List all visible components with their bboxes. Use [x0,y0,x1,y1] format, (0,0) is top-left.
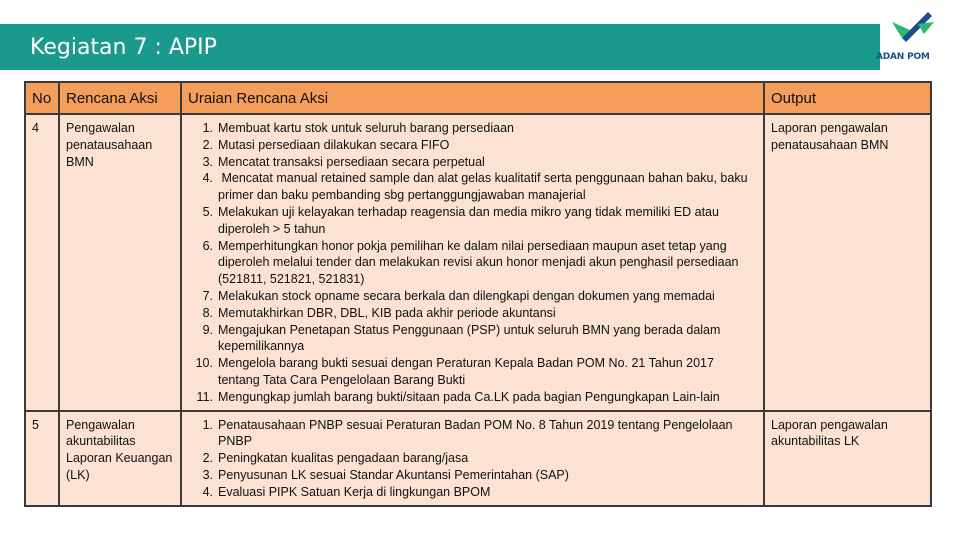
list-item [188,137,757,154]
list-item [188,120,757,137]
bpom-logo [876,8,960,64]
list-item-number: 8. [202,305,213,320]
list-item-text: Penyusunan LK sesuai Standar Akuntansi Pemerintahan (SAP) [218,467,569,482]
list-item-number: 1. [202,417,213,432]
list-item-number: 4. [202,484,213,499]
list-item-number: 1. [202,121,213,135]
list-item-number: 6. [202,238,213,253]
list-item-number: 11. [196,389,213,404]
list-item [188,355,757,389]
list-item [188,204,757,238]
page-title: Kegiatan 7 : APIP [30,34,217,60]
list-item-number: 3. [202,154,213,169]
list-item-text: Melakukan stock opname secara berkala dan dilengkapi dengan dokumen yang memadai [218,288,715,303]
header-uraian-rencana-aksi: Uraian Rencana Aksi [181,82,764,114]
list-item [188,154,757,171]
list-item [188,389,757,406]
list-item-number: 2. [202,137,213,152]
list-item [188,322,757,356]
list-item-number: 4. [202,171,213,186]
list-item [188,305,757,322]
row-rencana-aksi: Pengawalan akuntabilitas Laporan Keuangan (LK) [59,411,181,506]
list-item-text: Memutakhirkan DBR, DBL, KIB pada akhir periode akuntansi [218,305,556,320]
list-item [188,484,757,501]
list-item-text: Mencatat manual retained sample dan alat gelas kualitatif serta penggunaan bahan baku, baku primer dan baku pembanding sbg pertanggungjawaban manajerial [218,171,752,203]
list-item-text: Mencatat transaksi persediaan secara perpetual [218,154,485,169]
list-item-number: 9. [202,322,213,337]
table-row [25,411,931,506]
row-output: Laporan pengawalan akuntabilitas LK [764,411,931,506]
list-item-text: Mengungkap jumlah barang bukti/sitaan pada Ca.LK pada bagian Pengungkapan Lain-lain [218,389,720,404]
list-item-number: 5. [202,204,213,219]
list-item-number: 7. [202,288,213,303]
list-item-text: Mengajukan Penetapan Status Penggunaan (PSP) untuk seluruh BMN yang berada dalam kepemilikannya [218,322,724,354]
row-no: 4 [25,114,59,411]
list-item-text: Peningkatan kualitas pengadaan barang/jasa [218,451,469,466]
row-output: Laporan pengawalan penatausahaan BMN [764,114,931,411]
list-item-text: Penatausahaan PNBP sesuai Peraturan Badan POM No. 8 Tahun 2019 tentang Pengelolaan PNBP [218,417,736,449]
header-rencana-aksi: Rencana Aksi [59,82,181,114]
header-output: Output [764,82,931,114]
list-item-text: Melakukan uji kelayakan terhadap reagensia dan media mikro yang tidak memiliki ED atau diperoleh > 5 tahun [218,204,723,236]
list-item [188,238,757,288]
uraian-list [188,120,757,406]
bpom-logo-icon [888,8,938,48]
row-uraian [181,114,764,411]
row-rencana-aksi: Pengawalan penatausahaan BMN [59,114,181,411]
list-item [188,288,757,305]
list-item-number: 2. [202,451,213,466]
title-bar [0,24,880,70]
list-item-text: Mutasi persediaan dilakukan secara FIFO [218,137,450,152]
list-item-text: Memperhitungkan honor pokja pemilihan ke dalam nilai persediaan maupun aset tetap yang diperoleh melalui tender dan melakukan revisi akun honor menjadi akun penghasil persediaan (521811, 521821, 521831) [218,238,742,287]
logo-text: ADAN POM [876,52,930,62]
uraian-list [188,417,757,501]
list-item [188,417,757,451]
row-no: 5 [25,411,59,506]
list-item [188,450,757,467]
list-item [188,467,757,484]
table-row [25,114,931,411]
header-no: No [25,82,59,114]
row-uraian [181,411,764,506]
list-item-text: Membuat kartu stok untuk seluruh barang persediaan [218,121,515,135]
list-item-number: 3. [202,467,213,482]
action-plan-table [24,81,932,507]
list-item-number: 10. [195,356,213,371]
table-header-row [25,82,931,114]
list-item-text: Evaluasi PIPK Satuan Kerja di lingkungan BPOM [218,484,491,499]
list-item [188,170,757,204]
list-item-text: Mengelola barang bukti sesuai dengan Peraturan Kepala Badan POM No. 21 Tahun 2017 tentang Tata Cara Pengelolaan Barang Bukti [218,356,718,387]
